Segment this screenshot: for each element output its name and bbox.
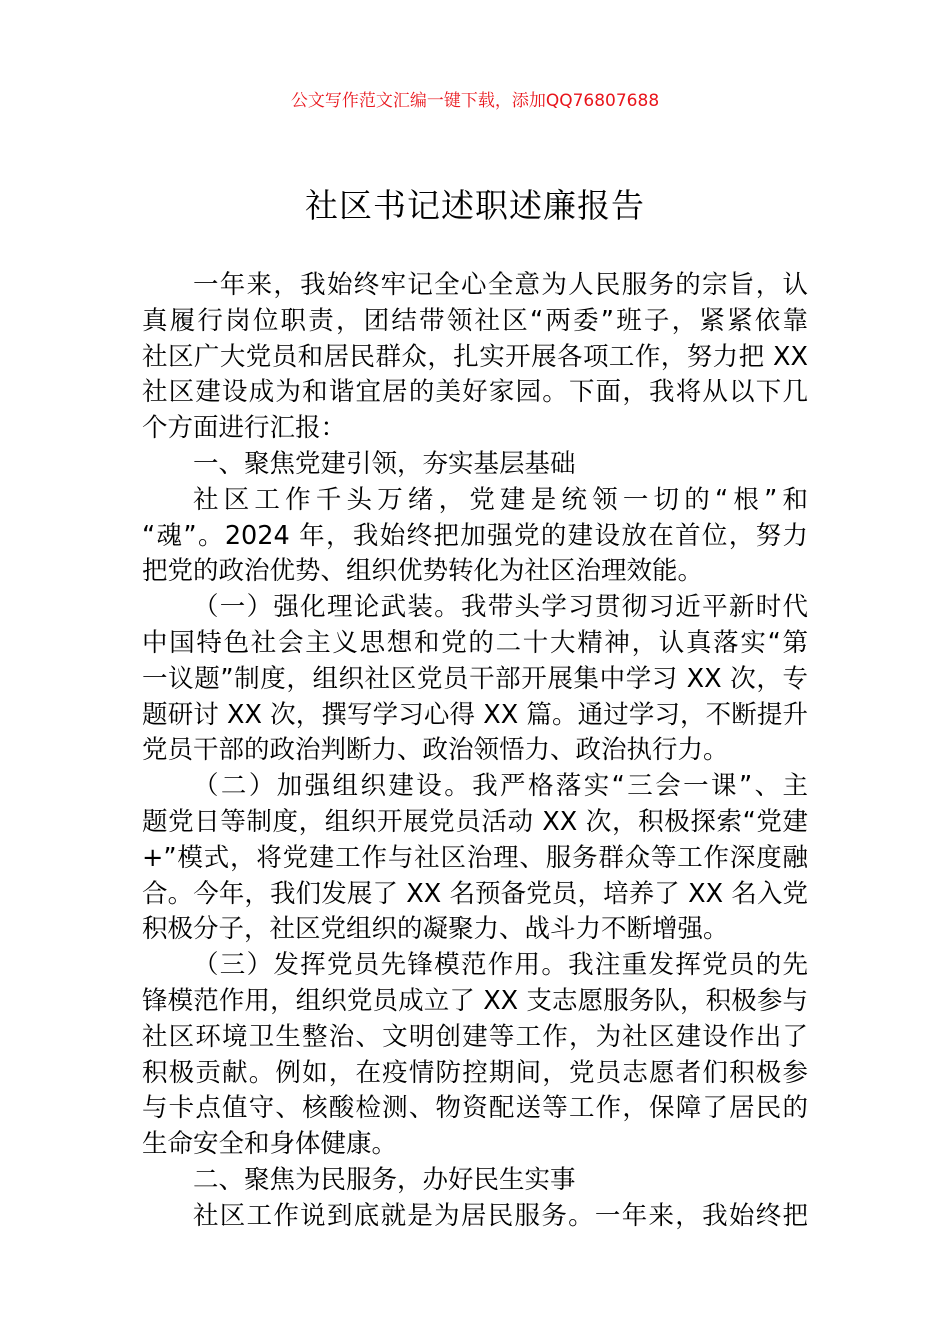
section-heading: 一、聚焦党建引领，夯实基层基础 <box>193 448 576 479</box>
paragraph-line: “魂”。2024 年，我始终把加强党的建设放在首位，努力 <box>142 520 808 551</box>
paragraph-line: 个方面进行汇报： <box>142 413 347 444</box>
paragraph-line: 积极分子，社区党组织的凝聚力、战斗力不断增强。 <box>142 914 729 945</box>
paragraph-line: 社区环境卫生整治、文明创建等工作，为社区建设作出了 <box>142 1021 808 1052</box>
paragraph-line: 社区工作千头万绪，党建是统领一切的“根”和 <box>193 484 808 515</box>
paragraph-line: 一年来，我始终牢记全心全意为人民服务的宗旨，认 <box>193 270 808 300</box>
paragraph-line: 把党的政治优势、组织优势转化为社区治理效能。 <box>142 556 704 587</box>
paragraph-line: 题党日等制度，组织开展党员活动 XX 次，积极探索“党建 <box>142 806 808 837</box>
paragraph-line: （三）发挥党员先锋模范作用。我注重发挥党员的先 <box>193 950 808 981</box>
document-title: 社区书记述职述廉报告 <box>305 186 645 225</box>
paragraph-line: +”模式，将党建工作与社区治理、服务群众等工作深度融 <box>142 842 808 873</box>
paragraph-line: 锋模范作用，组织党员成立了 XX 支志愿服务队，积极参与 <box>142 985 808 1016</box>
paragraph-line: （二）加强组织建设。我严格落实“三会一课”、主 <box>193 771 808 802</box>
paragraph-line: （一）强化理论武装。我带头学习贯彻习近平新时代 <box>193 592 808 623</box>
paragraph-line: 一议题”制度，组织社区党员干部开展集中学习 XX 次，专 <box>142 663 808 694</box>
paragraph-line: 题研讨 XX 次，撰写学习心得 XX 篇。通过学习，不断提升 <box>142 699 808 730</box>
paragraph-line: 积极贡献。例如，在疫情防控期间，党员志愿者们积极参 <box>142 1057 808 1088</box>
paragraph-line: 生命安全和身体健康。 <box>142 1129 398 1160</box>
paragraph-line: 社区工作说到底就是为居民服务。一年来，我始终把 <box>193 1200 808 1231</box>
paragraph-line: 党员干部的政治判断力、政治领悟力、政治执行力。 <box>142 735 729 766</box>
section-heading: 二、聚焦为民服务，办好民生实事 <box>193 1164 576 1195</box>
document-body <box>142 268 808 1235</box>
download-banner: 公文写作范文汇编一键下载，添加QQ76807688 <box>290 91 660 111</box>
paragraph-line: 合。今年，我们发展了 XX 名预备党员，培养了 XX 名入党 <box>142 878 808 909</box>
paragraph-line: 社区广大党员和居民群众，扎实开展各项工作，努力把 XX <box>142 341 808 372</box>
paragraph-line: 社区建设成为和谐宜居的美好家园。下面，我将从以下几 <box>142 377 808 408</box>
paragraph-line: 真履行岗位职责，团结带领社区“两委”班子，紧紧依靠 <box>142 305 808 336</box>
paragraph-line: 中国特色社会主义思想和党的二十大精神，认真落实“第 <box>142 627 808 658</box>
paragraph-line: 与卡点值守、核酸检测、物资配送等工作，保障了居民的 <box>142 1093 808 1124</box>
